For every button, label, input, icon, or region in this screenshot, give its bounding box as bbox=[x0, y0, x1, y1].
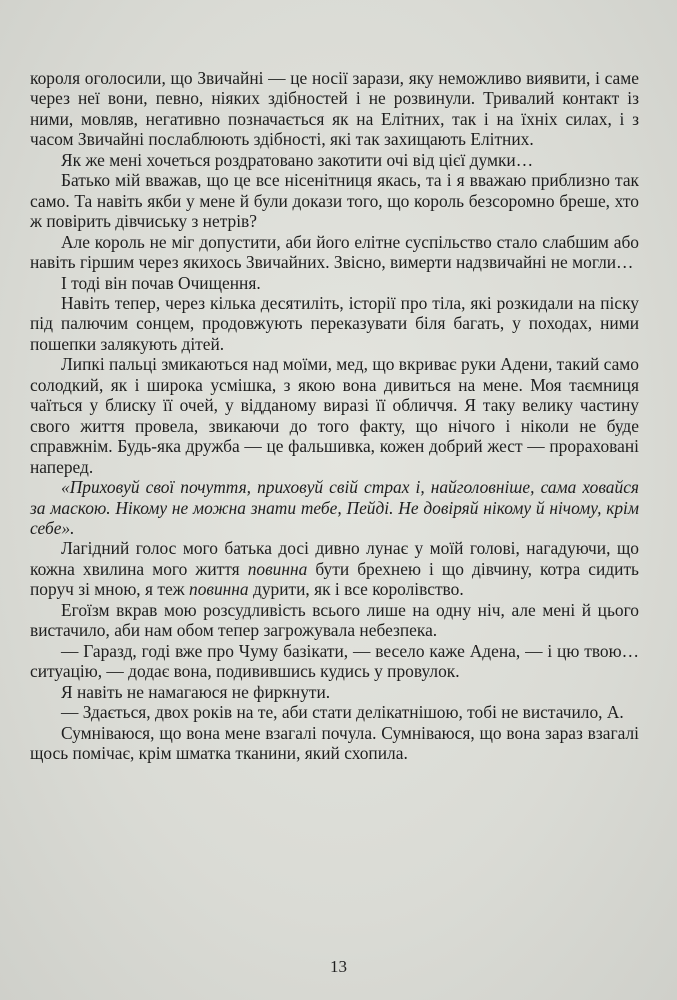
paragraph: — Здається, двох років на те, аби стати делікатнішою, тобі не вистачило, А. bbox=[61, 702, 624, 723]
emphasis: повинна bbox=[189, 579, 249, 600]
emphasis: повинна bbox=[247, 558, 308, 579]
paragraph: — Гаразд, годі вже про Чуму базікати, — весело каже Адена, — і цю твою… ситуацію, — додає вона, подивившись кудись у провулок. bbox=[30, 640, 639, 682]
quote-paragraph: «Приховуй свої почуття, приховуй свій страх і, найголовніше, сама ховайся за маскою. Нікому не можна знати тебе, Пейді. Не довіряй нікому й нічому, крім себе». bbox=[30, 477, 639, 538]
paragraph bbox=[30, 538, 639, 599]
paragraph: Навіть тепер, через кілька десятиліть, історії про тіла, які розкидали на піску під палючим сонцем, продовжують переказувати біля багать, у походах, ними пошепки залякують дітей. bbox=[30, 292, 639, 354]
paragraph: Як же мені хочеться роздратовано закотити очі від цієї думки… bbox=[61, 149, 534, 170]
paragraph: Батько мій вважав, що це все нісенітниця якась, та і я вважаю приблизно так само. Та навіть якби у мене й були докази того, що король безсоромно бреше, хто ж повірить дівчиську з нетрів? bbox=[30, 170, 639, 232]
paragraph: короля оголосили, що Звичайні — це носії зарази, яку неможливо виявити, і саме через неї вони, певно, ніяких здібностей і не розвинули. Тривалий контакт із ними, мовляв, негативно позначається як на Елітних, так і на їхніх силах, і з часом Звичайні послаблюють здібності, які так захищають Елітних. bbox=[30, 68, 639, 150]
paragraph: Але король не міг допустити, аби його елітне суспільство стало слабшим або навіть гіршим через якихось Звичайних. Звісно, вимерти надзвичайні не могли… bbox=[30, 231, 639, 273]
page-number: 13 bbox=[330, 957, 347, 976]
paragraph: Липкі пальці змикаються над моїми, мед, що вкриває руки Адени, такий само солодкий, як і широка усмішка, з якою вона дивиться на мене. Моя таємниця чаїться у блиску її очей, у відданому виразі її обличчя. Я таку велику частину свого життя провела, звикаючи до того факту, що нічого і ніколи не буде справжнім. Будь-яка дружба — це фальшивка, кожен добрий жест — прораховані наперед. bbox=[30, 354, 639, 477]
paragraph: Егоїзм вкрав мою розсудливість всього лише на одну ніч, але мені й цього вистачило, аби нам обом тепер загрожувала небезпека. bbox=[30, 599, 639, 641]
paragraph-text: дурити, як і все королівство. bbox=[248, 579, 464, 600]
paragraph: І тоді він почав Очищення. bbox=[61, 272, 261, 293]
paragraph: Я навіть не намагаюся не фиркнути. bbox=[61, 681, 331, 702]
page-text bbox=[30, 68, 639, 763]
paragraph-text: Лагідний голос мого батька досі дивно лунає у моїй голові, нагадуючи, що кожна хвилина мого життя bbox=[30, 538, 639, 579]
paragraph: Сумніваюся, що вона мене взагалі почула. Сумніваюся, що вона зараз взагалі щось помічає, крім шматка тканини, який схопила. bbox=[30, 722, 639, 763]
paragraph-text: бути брехнею і що дівчину, котра сидить поруч зі мною, я теж bbox=[30, 558, 639, 600]
